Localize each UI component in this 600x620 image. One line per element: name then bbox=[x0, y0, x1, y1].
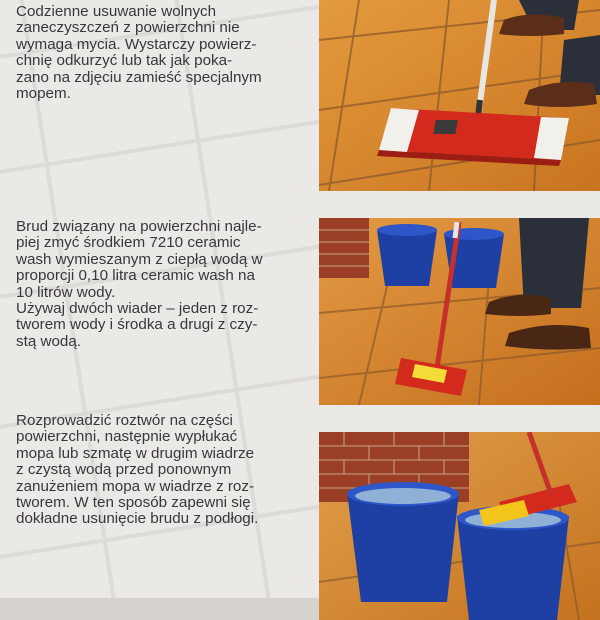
rinsing-mop-in-bucket-photo bbox=[319, 432, 600, 620]
step-2-description: Brud związany na powierzchni najle- piej zmyć środkiem 7210 ceramic wash wymieszanym z ciepłą wodą w proporcji 0,10 litra ceramic wash na 10 litrów wody. Używaj dwóch wiader – jeden z roz- tworem wody i środka a drugi z czy- stą wodą. bbox=[16, 218, 263, 350]
mopping-with-two-buckets-photo bbox=[319, 218, 600, 405]
mop-sweeping-floor-photo bbox=[319, 0, 600, 191]
step-3-description: Rozprowadzić roztwór na części powierzchni, następnie wypłukać mopa lub szmatę w drugim wiadrze z czystą wodą przed ponownym zanużeniem mopa w wiadrze z roz- tworem. W ten sposób zapewni się dokładne usunięcie brudu z podłogi. bbox=[16, 412, 259, 528]
step-1-description: Codzienne usuwanie wolnych zaneczyszczeń z powierzchni nie wymaga mycia. Wystarczy powierz- chnię odkurzyć lub tak jak poka- zano na zdjęciu zamieść specjalnym mopem. bbox=[16, 3, 262, 103]
